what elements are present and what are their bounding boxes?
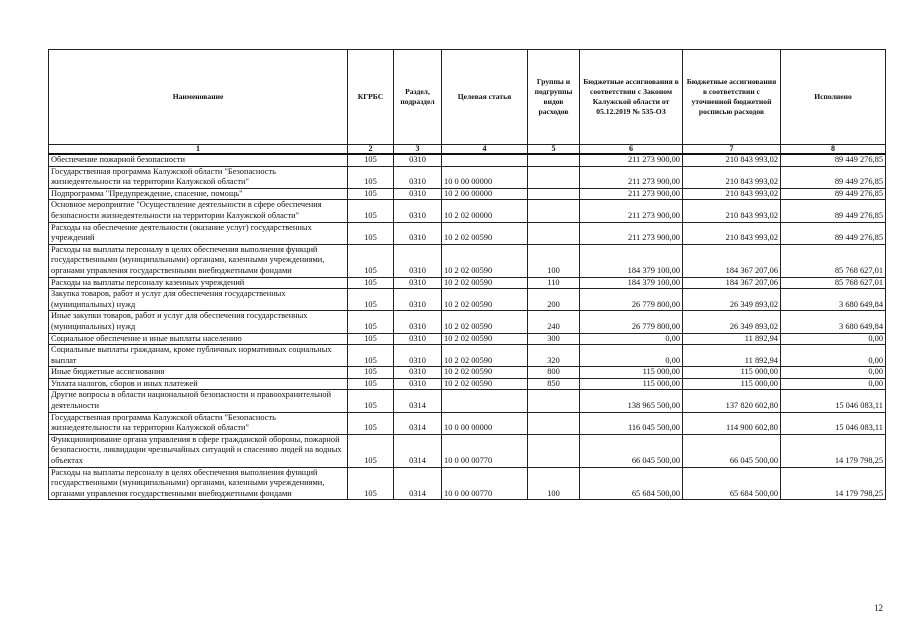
row-target-article: 10 2 02 00590 bbox=[442, 277, 528, 289]
table-row bbox=[49, 412, 886, 434]
table-row bbox=[49, 333, 886, 345]
row-kgrbs: 105 bbox=[348, 154, 394, 166]
row-expense-type bbox=[528, 412, 580, 434]
row-revised-amount: 210 843 993,02 bbox=[683, 188, 781, 200]
row-revised-amount: 210 843 993,02 bbox=[683, 222, 781, 244]
row-name: Основное мероприятие "Осуществление деятельности в сфере обеспечения безопасности жизнедеятельности на территории Калужской области" bbox=[49, 200, 348, 222]
row-target-article: 10 2 00 00000 bbox=[442, 188, 528, 200]
table-row bbox=[49, 367, 886, 379]
row-law-amount: 65 684 500,00 bbox=[580, 467, 683, 500]
row-razdel: 0310 bbox=[394, 333, 442, 345]
header-gruppy: Группы и подгруппы видов расходов bbox=[528, 50, 580, 145]
row-kgrbs: 105 bbox=[348, 345, 394, 367]
row-target-article: 10 2 02 00590 bbox=[442, 244, 528, 277]
row-executed-amount: 14 179 798,25 bbox=[781, 434, 886, 467]
row-executed-amount: 85 768 627,01 bbox=[781, 277, 886, 289]
table-body bbox=[49, 154, 886, 500]
table-row bbox=[49, 188, 886, 200]
header-row bbox=[49, 50, 886, 145]
budget-table bbox=[48, 49, 886, 500]
row-razdel: 0310 bbox=[394, 277, 442, 289]
row-expense-type: 100 bbox=[528, 467, 580, 500]
row-name: Расходы на выплаты персоналу в целях обеспечения выполнения функций государственными (муниципальными) органами, казенными учреждениями, органами управления государственными внебюджетными фондами bbox=[49, 244, 348, 277]
row-expense-type: 320 bbox=[528, 345, 580, 367]
row-target-article: 10 0 00 00770 bbox=[442, 434, 528, 467]
row-revised-amount: 137 820 602,80 bbox=[683, 390, 781, 412]
row-target-article: 10 2 02 00590 bbox=[442, 345, 528, 367]
row-name: Подпрограмма "Предупреждение, спасение, помощь" bbox=[49, 188, 348, 200]
row-expense-type bbox=[528, 222, 580, 244]
row-name: Уплата налогов, сборов и иных платежей bbox=[49, 378, 348, 390]
row-target-article: 10 2 02 00590 bbox=[442, 378, 528, 390]
row-law-amount: 211 273 900,00 bbox=[580, 166, 683, 188]
row-kgrbs: 105 bbox=[348, 434, 394, 467]
header-ispolneno: Исполнено bbox=[781, 50, 886, 145]
row-law-amount: 116 045 500,00 bbox=[580, 412, 683, 434]
row-razdel: 0314 bbox=[394, 467, 442, 500]
row-executed-amount: 15 046 083,11 bbox=[781, 390, 886, 412]
col-num: 2 bbox=[348, 145, 394, 155]
row-target-article: 10 2 02 00000 bbox=[442, 200, 528, 222]
row-razdel: 0310 bbox=[394, 367, 442, 379]
row-law-amount: 211 273 900,00 bbox=[580, 188, 683, 200]
row-expense-type bbox=[528, 390, 580, 412]
row-razdel: 0310 bbox=[394, 311, 442, 333]
table-row bbox=[49, 345, 886, 367]
row-executed-amount: 0,00 bbox=[781, 345, 886, 367]
row-razdel: 0310 bbox=[394, 244, 442, 277]
row-name: Государственная программа Калужской области "Безопасность жизнедеятельности на территории Калужской области" bbox=[49, 166, 348, 188]
row-revised-amount: 210 843 993,02 bbox=[683, 154, 781, 166]
row-law-amount: 184 379 100,00 bbox=[580, 244, 683, 277]
row-kgrbs: 105 bbox=[348, 311, 394, 333]
row-revised-amount: 210 843 993,02 bbox=[683, 200, 781, 222]
row-name: Закупка товаров, работ и услуг для обеспечения государственных (муниципальных) нужд bbox=[49, 289, 348, 311]
page-number: 12 bbox=[874, 603, 883, 613]
row-executed-amount: 3 680 649,84 bbox=[781, 289, 886, 311]
col-num: 3 bbox=[394, 145, 442, 155]
row-executed-amount: 0,00 bbox=[781, 367, 886, 379]
row-kgrbs: 105 bbox=[348, 188, 394, 200]
row-executed-amount: 0,00 bbox=[781, 378, 886, 390]
row-name: Иные бюджетные ассигнования bbox=[49, 367, 348, 379]
table-row bbox=[49, 200, 886, 222]
row-expense-type bbox=[528, 154, 580, 166]
row-expense-type bbox=[528, 188, 580, 200]
row-expense-type: 800 bbox=[528, 367, 580, 379]
row-law-amount: 115 000,00 bbox=[580, 367, 683, 379]
row-name: Функционирование органа управления в сфере гражданской обороны, пожарной безопасности, ликвидации чрезвычайных ситуаций и спасению людей на водных объектах bbox=[49, 434, 348, 467]
table-row bbox=[49, 378, 886, 390]
row-revised-amount: 26 349 893,02 bbox=[683, 311, 781, 333]
row-law-amount: 66 045 500,00 bbox=[580, 434, 683, 467]
table-row bbox=[49, 154, 886, 166]
row-kgrbs: 105 bbox=[348, 333, 394, 345]
col-num: 1 bbox=[49, 145, 348, 155]
col-num: 7 bbox=[683, 145, 781, 155]
row-razdel: 0310 bbox=[394, 289, 442, 311]
row-target-article: 10 2 02 00590 bbox=[442, 311, 528, 333]
row-razdel: 0310 bbox=[394, 345, 442, 367]
row-law-amount: 26 779 800,00 bbox=[580, 289, 683, 311]
header-kgrbs: КГРБС bbox=[348, 50, 394, 145]
row-executed-amount: 0,00 bbox=[781, 333, 886, 345]
row-revised-amount: 26 349 893,02 bbox=[683, 289, 781, 311]
row-revised-amount: 114 900 602,80 bbox=[683, 412, 781, 434]
row-kgrbs: 105 bbox=[348, 222, 394, 244]
row-law-amount: 0,00 bbox=[580, 345, 683, 367]
row-executed-amount: 14 179 798,25 bbox=[781, 467, 886, 500]
row-kgrbs: 105 bbox=[348, 467, 394, 500]
row-revised-amount: 65 684 500,00 bbox=[683, 467, 781, 500]
row-revised-amount: 210 843 993,02 bbox=[683, 166, 781, 188]
row-expense-type: 300 bbox=[528, 333, 580, 345]
row-razdel: 0314 bbox=[394, 412, 442, 434]
row-expense-type: 240 bbox=[528, 311, 580, 333]
row-razdel: 0310 bbox=[394, 378, 442, 390]
row-kgrbs: 105 bbox=[348, 367, 394, 379]
row-razdel: 0314 bbox=[394, 434, 442, 467]
row-executed-amount: 85 768 627,01 bbox=[781, 244, 886, 277]
row-executed-amount: 89 449 276,85 bbox=[781, 166, 886, 188]
row-expense-type: 110 bbox=[528, 277, 580, 289]
column-number-row bbox=[49, 145, 886, 155]
header-law: Бюджетные ассигнования в соответствии с Законом Калужской области от 05.12.2019 № 535-ОЗ bbox=[580, 50, 683, 145]
header-celevaya: Целевая статья bbox=[442, 50, 528, 145]
row-kgrbs: 105 bbox=[348, 289, 394, 311]
col-num: 8 bbox=[781, 145, 886, 155]
row-revised-amount: 184 367 207,06 bbox=[683, 244, 781, 277]
row-target-article: 10 0 00 00000 bbox=[442, 166, 528, 188]
row-razdel: 0310 bbox=[394, 166, 442, 188]
row-kgrbs: 105 bbox=[348, 277, 394, 289]
table-row bbox=[49, 222, 886, 244]
row-target-article bbox=[442, 390, 528, 412]
table-row bbox=[49, 166, 886, 188]
header-utochn: Бюджетные ассигнования в соответствии с уточненной бюджетной росписью расходов bbox=[683, 50, 781, 145]
row-executed-amount: 89 449 276,85 bbox=[781, 200, 886, 222]
table-row bbox=[49, 434, 886, 467]
row-law-amount: 26 779 800,00 bbox=[580, 311, 683, 333]
row-target-article: 10 0 00 00000 bbox=[442, 412, 528, 434]
row-kgrbs: 105 bbox=[348, 244, 394, 277]
table-row bbox=[49, 467, 886, 500]
row-executed-amount: 89 449 276,85 bbox=[781, 222, 886, 244]
row-target-article: 10 2 02 00590 bbox=[442, 289, 528, 311]
row-name: Обеспечение пожарной безопасности bbox=[49, 154, 348, 166]
row-name: Расходы на обеспечение деятельности (оказание услуг) государственных учреждений bbox=[49, 222, 348, 244]
row-razdel: 0314 bbox=[394, 390, 442, 412]
row-revised-amount: 115 000,00 bbox=[683, 367, 781, 379]
row-name: Расходы на выплаты персоналу в целях обеспечения выполнения функций государственными (муниципальными) органами, казенными учреждениями, органами управления государственными внебюджетными фондами bbox=[49, 467, 348, 500]
row-expense-type: 100 bbox=[528, 244, 580, 277]
row-name: Социальное обеспечение и иные выплаты населению bbox=[49, 333, 348, 345]
col-num: 6 bbox=[580, 145, 683, 155]
row-revised-amount: 66 045 500,00 bbox=[683, 434, 781, 467]
table-row bbox=[49, 244, 886, 277]
row-name: Другие вопросы в области национальной безопасности и правоохранительной деятельности bbox=[49, 390, 348, 412]
row-kgrbs: 105 bbox=[348, 166, 394, 188]
row-kgrbs: 105 bbox=[348, 200, 394, 222]
row-law-amount: 184 379 100,00 bbox=[580, 277, 683, 289]
row-target-article bbox=[442, 154, 528, 166]
table-row bbox=[49, 289, 886, 311]
row-law-amount: 211 273 900,00 bbox=[580, 154, 683, 166]
row-kgrbs: 105 bbox=[348, 390, 394, 412]
row-expense-type bbox=[528, 166, 580, 188]
row-kgrbs: 105 bbox=[348, 378, 394, 390]
row-expense-type: 850 bbox=[528, 378, 580, 390]
row-name: Социальные выплаты гражданам, кроме публичных нормативных социальных выплат bbox=[49, 345, 348, 367]
row-kgrbs: 105 bbox=[348, 412, 394, 434]
table-row bbox=[49, 390, 886, 412]
row-target-article: 10 2 02 00590 bbox=[442, 367, 528, 379]
table-row bbox=[49, 311, 886, 333]
row-executed-amount: 15 046 083,11 bbox=[781, 412, 886, 434]
row-name: Государственная программа Калужской области "Безопасность жизнедеятельности на территории Калужской области" bbox=[49, 412, 348, 434]
row-law-amount: 211 273 900,00 bbox=[580, 222, 683, 244]
row-law-amount: 138 965 500,00 bbox=[580, 390, 683, 412]
row-revised-amount: 184 367 207,06 bbox=[683, 277, 781, 289]
row-name: Расходы на выплаты персоналу казенных учреждений bbox=[49, 277, 348, 289]
row-name: Иные закупки товаров, работ и услуг для обеспечения государственных (муниципальных) нужд bbox=[49, 311, 348, 333]
header-razdel: Раздел, подраздел bbox=[394, 50, 442, 145]
table-row bbox=[49, 277, 886, 289]
row-target-article: 10 2 02 00590 bbox=[442, 222, 528, 244]
row-law-amount: 115 000,00 bbox=[580, 378, 683, 390]
row-razdel: 0310 bbox=[394, 200, 442, 222]
row-target-article: 10 0 00 00770 bbox=[442, 467, 528, 500]
row-executed-amount: 89 449 276,85 bbox=[781, 188, 886, 200]
row-revised-amount: 115 000,00 bbox=[683, 378, 781, 390]
header-name: Наименование bbox=[49, 50, 348, 145]
row-razdel: 0310 bbox=[394, 222, 442, 244]
row-law-amount: 0,00 bbox=[580, 333, 683, 345]
row-expense-type bbox=[528, 434, 580, 467]
row-executed-amount: 89 449 276,85 bbox=[781, 154, 886, 166]
col-num: 4 bbox=[442, 145, 528, 155]
row-law-amount: 211 273 900,00 bbox=[580, 200, 683, 222]
row-revised-amount: 11 892,94 bbox=[683, 345, 781, 367]
row-razdel: 0310 bbox=[394, 188, 442, 200]
row-expense-type bbox=[528, 200, 580, 222]
row-expense-type: 200 bbox=[528, 289, 580, 311]
row-razdel: 0310 bbox=[394, 154, 442, 166]
row-revised-amount: 11 892,94 bbox=[683, 333, 781, 345]
col-num: 5 bbox=[528, 145, 580, 155]
row-executed-amount: 3 680 649,84 bbox=[781, 311, 886, 333]
row-target-article: 10 2 02 00590 bbox=[442, 333, 528, 345]
